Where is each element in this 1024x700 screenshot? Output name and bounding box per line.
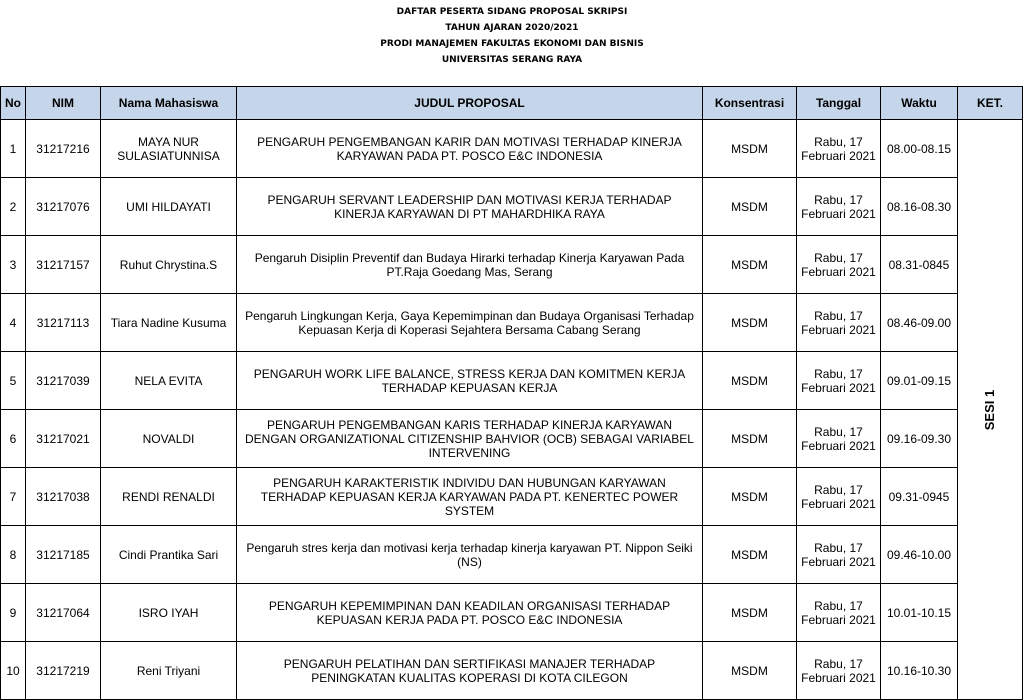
cell-nama: NOVALDI — [101, 410, 237, 468]
cell-nim: 31217216 — [26, 120, 101, 178]
column-header-nim: NIM — [26, 87, 101, 120]
cell-judul: Pengaruh stres kerja dan motivasi kerja terhadap kinerja karyawan PT. Nippon Seiki (NS) — [237, 526, 703, 584]
cell-nama: Cindi Prantika Sari — [101, 526, 237, 584]
cell-tanggal: Rabu, 17 Februari 2021 — [797, 526, 881, 584]
session-label: SESI 1 — [982, 389, 997, 430]
cell-nama: Reni Triyani — [101, 642, 237, 700]
cell-no: 4 — [1, 294, 26, 352]
cell-waktu: 09.01-09.15 — [881, 352, 958, 410]
table-row — [1, 468, 1023, 526]
cell-tanggal: Rabu, 17 Februari 2021 — [797, 352, 881, 410]
cell-no: 6 — [1, 410, 26, 468]
cell-nim: 31217113 — [26, 294, 101, 352]
cell-nama: UMI HILDAYATI — [101, 178, 237, 236]
cell-waktu: 08.31-0845 — [881, 236, 958, 294]
cell-tanggal: Rabu, 17 Februari 2021 — [797, 468, 881, 526]
cell-nim: 31217157 — [26, 236, 101, 294]
header-title: DAFTAR PESERTA SIDANG PROPOSAL SKRIPSI — [396, 7, 628, 17]
cell-waktu: 09.16-09.30 — [881, 410, 958, 468]
cell-konsentrasi: MSDM — [703, 410, 797, 468]
cell-judul: PENGARUH KEPEMIMPINAN DAN KEADILAN ORGANISASI TERHADAP KEPUASAN KERJA PADA PT. POSCO E&C INDONESIA — [237, 584, 703, 642]
cell-nama: MAYA NUR SULASIATUNNISA — [101, 120, 237, 178]
table-body — [1, 120, 1023, 700]
cell-nim: 31217038 — [26, 468, 101, 526]
cell-judul: PENGARUH KARAKTERISTIK INDIVIDU DAN HUBUNGAN KARYAWAN TERHADAP KEPUASAN KERJA KARYAWAN PADA PT. KENERTEC POWER SYSTEM — [237, 468, 703, 526]
cell-no: 8 — [1, 526, 26, 584]
cell-no: 3 — [1, 236, 26, 294]
cell-nim: 31217185 — [26, 526, 101, 584]
column-header-waktu: Waktu — [881, 87, 958, 120]
cell-judul: Pengaruh Disiplin Preventif dan Budaya Hirarki terhadap Kinerja Karyawan Pada PT.Raja Goedang Mas, Serang — [237, 236, 703, 294]
cell-nama: Ruhut Chrystina.S — [101, 236, 237, 294]
column-header-nama: Nama Mahasiswa — [101, 87, 237, 120]
cell-waktu: 08.16-08.30 — [881, 178, 958, 236]
table-row — [1, 120, 1023, 178]
table-row — [1, 584, 1023, 642]
column-header-konsentrasi: Konsentrasi — [703, 87, 797, 120]
cell-judul: PENGARUH SERVANT LEADERSHIP DAN MOTIVASI KERJA TERHADAP KINERJA KARYAWAN DI PT MAHARDHIKA RAYA — [237, 178, 703, 236]
table-row — [1, 352, 1023, 410]
cell-judul: PENGARUH PENGEMBANGAN KARIS TERHADAP KINERJA KARYAWAN DENGAN ORGANIZATIONAL CITIZENSHIP BAHVIOR (OCB) SEBAGAI VARIABEL INTERVENING — [237, 410, 703, 468]
cell-no: 2 — [1, 178, 26, 236]
cell-nama: NELA EVITA — [101, 352, 237, 410]
cell-no: 1 — [1, 120, 26, 178]
cell-tanggal: Rabu, 17 Februari 2021 — [797, 294, 881, 352]
cell-nim: 31217039 — [26, 352, 101, 410]
cell-no: 9 — [1, 584, 26, 642]
table-row — [1, 178, 1023, 236]
table-row — [1, 294, 1023, 352]
cell-konsentrasi: MSDM — [703, 468, 797, 526]
cell-ket — [958, 120, 1023, 700]
cell-konsentrasi: MSDM — [703, 584, 797, 642]
cell-tanggal: Rabu, 17 Februari 2021 — [797, 410, 881, 468]
cell-waktu: 09.46-10.00 — [881, 526, 958, 584]
cell-judul: Pengaruh Lingkungan Kerja, Gaya Kepemimpinan dan Budaya Organisasi Terhadap Kepuasan Kerja di Koperasi Sejahtera Bersama Cabang Serang — [237, 294, 703, 352]
cell-konsentrasi: MSDM — [703, 120, 797, 178]
cell-konsentrasi: MSDM — [703, 236, 797, 294]
cell-waktu: 08.46-09.00 — [881, 294, 958, 352]
table-row — [1, 642, 1023, 700]
document-header — [0, 0, 1024, 86]
table-row — [1, 236, 1023, 294]
cell-nama: Tiara Nadine Kusuma — [101, 294, 237, 352]
cell-nim: 31217219 — [26, 642, 101, 700]
cell-nama: ISRO IYAH — [101, 584, 237, 642]
column-header-no: No — [1, 87, 26, 120]
header-academic-year: TAHUN AJARAN 2020/2021 — [445, 23, 579, 33]
cell-tanggal: Rabu, 17 Februari 2021 — [797, 236, 881, 294]
cell-konsentrasi: MSDM — [703, 642, 797, 700]
cell-tanggal: Rabu, 17 Februari 2021 — [797, 178, 881, 236]
cell-konsentrasi: MSDM — [703, 178, 797, 236]
cell-tanggal: Rabu, 17 Februari 2021 — [797, 120, 881, 178]
cell-judul: PENGARUH WORK LIFE BALANCE, STRESS KERJA DAN KOMITMEN KERJA TERHADAP KEPUASAN KERJA — [237, 352, 703, 410]
cell-judul: PENGARUH PENGEMBANGAN KARIR DAN MOTIVASI TERHADAP KINERJA KARYAWAN PADA PT. POSCO E&C INDONESIA — [237, 120, 703, 178]
cell-no: 10 — [1, 642, 26, 700]
header-faculty: PRODI MANAJEMEN FAKULTAS EKONOMI DAN BISNIS — [380, 39, 644, 49]
cell-waktu: 10.16-10.30 — [881, 642, 958, 700]
cell-tanggal: Rabu, 17 Februari 2021 — [797, 584, 881, 642]
cell-waktu: 09.31-0945 — [881, 468, 958, 526]
participant-table — [0, 86, 1023, 700]
column-header-tanggal: Tanggal — [797, 87, 881, 120]
table-row — [1, 526, 1023, 584]
cell-no: 7 — [1, 468, 26, 526]
cell-waktu: 10.01-10.15 — [881, 584, 958, 642]
header-university: UNIVERSITAS SERANG RAYA — [441, 55, 583, 65]
cell-konsentrasi: MSDM — [703, 526, 797, 584]
table-header-row — [1, 87, 1023, 120]
cell-no: 5 — [1, 352, 26, 410]
cell-konsentrasi: MSDM — [703, 294, 797, 352]
column-header-ket: KET. — [958, 87, 1023, 120]
column-header-judul: JUDUL PROPOSAL — [237, 87, 703, 120]
cell-nim: 31217064 — [26, 584, 101, 642]
cell-nim: 31217076 — [26, 178, 101, 236]
cell-tanggal: Rabu, 17 Februari 2021 — [797, 642, 881, 700]
cell-judul: PENGARUH PELATIHAN DAN SERTIFIKASI MANAJER TERHADAP PENINGKATAN KUALITAS KOPERASI DI KOTA CILEGON — [237, 642, 703, 700]
cell-nama: RENDI RENALDI — [101, 468, 237, 526]
table-row — [1, 410, 1023, 468]
cell-nim: 31217021 — [26, 410, 101, 468]
cell-waktu: 08.00-08.15 — [881, 120, 958, 178]
cell-konsentrasi: MSDM — [703, 352, 797, 410]
